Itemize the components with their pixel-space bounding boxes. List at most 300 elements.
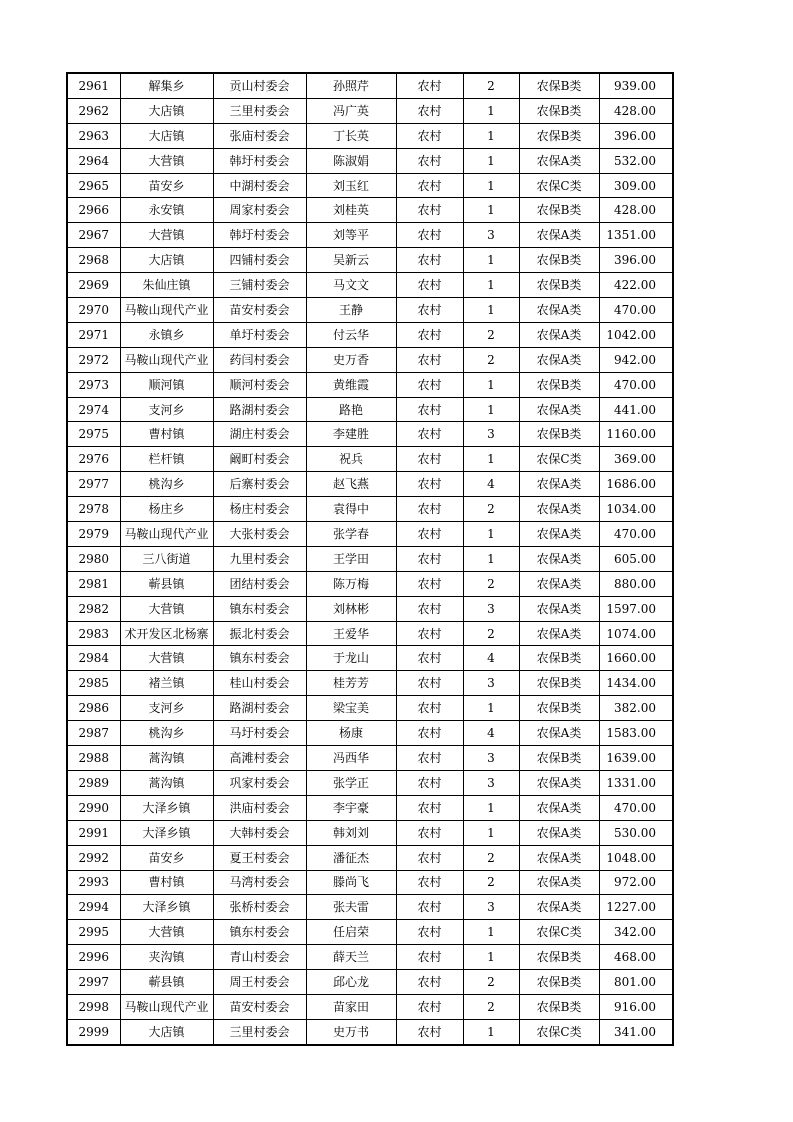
table-row [67, 870, 673, 895]
village-committee-cell: 阚町村委会 [213, 447, 306, 472]
insurance-category-cell: 农保A类 [519, 721, 599, 746]
serial-number-cell: 2981 [67, 571, 120, 596]
amount-cell: 1660.00 [599, 646, 673, 671]
insurance-category-cell: 农保B类 [519, 945, 599, 970]
village-committee-cell: 洪庙村委会 [213, 795, 306, 820]
insurance-category-cell: 农保A类 [519, 472, 599, 497]
table-row [67, 845, 673, 870]
serial-number-cell: 2990 [67, 795, 120, 820]
household-type-cell: 农村 [396, 646, 463, 671]
member-count-cell: 1 [463, 1019, 519, 1044]
member-count-cell: 1 [463, 795, 519, 820]
village-committee-cell: 张桥村委会 [213, 895, 306, 920]
serial-number-cell: 2983 [67, 621, 120, 646]
town-cell: 马鞍山现代产业 [120, 522, 213, 547]
household-type-cell: 农村 [396, 621, 463, 646]
table-row [67, 596, 673, 621]
household-type-cell: 农村 [396, 845, 463, 870]
amount-cell: 972.00 [599, 870, 673, 895]
amount-cell: 1048.00 [599, 845, 673, 870]
village-committee-cell: 三里村委会 [213, 98, 306, 123]
amount-cell: 880.00 [599, 571, 673, 596]
town-cell: 褚兰镇 [120, 671, 213, 696]
household-type-cell: 农村 [396, 298, 463, 323]
serial-number-cell: 2968 [67, 248, 120, 273]
insurance-category-cell: 农保B类 [519, 671, 599, 696]
amount-cell: 396.00 [599, 248, 673, 273]
member-count-cell: 3 [463, 223, 519, 248]
serial-number-cell: 2989 [67, 770, 120, 795]
person-name-cell: 薛天兰 [306, 945, 396, 970]
insurance-category-cell: 农保A类 [519, 596, 599, 621]
member-count-cell: 3 [463, 895, 519, 920]
member-count-cell: 1 [463, 945, 519, 970]
town-cell: 桃沟乡 [120, 472, 213, 497]
table-row [67, 123, 673, 148]
household-type-cell: 农村 [396, 522, 463, 547]
village-committee-cell: 周家村委会 [213, 198, 306, 223]
member-count-cell: 4 [463, 721, 519, 746]
person-name-cell: 桂芳芳 [306, 671, 396, 696]
amount-cell: 428.00 [599, 198, 673, 223]
town-cell: 大店镇 [120, 1019, 213, 1044]
village-committee-cell: 桂山村委会 [213, 671, 306, 696]
village-committee-cell: 路湖村委会 [213, 397, 306, 422]
town-cell: 蕲县镇 [120, 970, 213, 995]
village-committee-cell: 振北村委会 [213, 621, 306, 646]
town-cell: 三八街道 [120, 546, 213, 571]
town-cell: 解集乡 [120, 73, 213, 98]
town-cell: 桃沟乡 [120, 721, 213, 746]
town-cell: 蒿沟镇 [120, 770, 213, 795]
table-row [67, 173, 673, 198]
amount-cell: 1227.00 [599, 895, 673, 920]
household-type-cell: 农村 [396, 1019, 463, 1044]
amount-cell: 1351.00 [599, 223, 673, 248]
village-committee-cell: 高滩村委会 [213, 746, 306, 771]
serial-number-cell: 2969 [67, 273, 120, 298]
serial-number-cell: 2972 [67, 347, 120, 372]
member-count-cell: 1 [463, 123, 519, 148]
person-name-cell: 刘林彬 [306, 596, 396, 621]
table-row [67, 522, 673, 547]
town-cell: 永安镇 [120, 198, 213, 223]
household-type-cell: 农村 [396, 123, 463, 148]
town-cell: 支河乡 [120, 397, 213, 422]
serial-number-cell: 2967 [67, 223, 120, 248]
village-committee-cell: 三里村委会 [213, 1019, 306, 1044]
insurance-category-cell: 农保A类 [519, 546, 599, 571]
amount-cell: 1074.00 [599, 621, 673, 646]
person-name-cell: 张夫雷 [306, 895, 396, 920]
household-type-cell: 农村 [396, 223, 463, 248]
table-row [67, 721, 673, 746]
table-row [67, 770, 673, 795]
person-name-cell: 刘玉红 [306, 173, 396, 198]
table-row [67, 571, 673, 596]
table-row [67, 920, 673, 945]
household-type-cell: 农村 [396, 820, 463, 845]
person-name-cell: 张学正 [306, 770, 396, 795]
table-row [67, 273, 673, 298]
table-row [67, 472, 673, 497]
member-count-cell: 4 [463, 646, 519, 671]
village-committee-cell: 镇东村委会 [213, 646, 306, 671]
town-cell: 大营镇 [120, 920, 213, 945]
amount-cell: 341.00 [599, 1019, 673, 1044]
village-committee-cell: 中湖村委会 [213, 173, 306, 198]
person-name-cell: 苗家田 [306, 994, 396, 1019]
town-cell: 术开发区北杨寨 [120, 621, 213, 646]
amount-cell: 468.00 [599, 945, 673, 970]
table-row [67, 795, 673, 820]
amount-cell: 1042.00 [599, 322, 673, 347]
person-name-cell: 王爱华 [306, 621, 396, 646]
town-cell: 夹沟镇 [120, 945, 213, 970]
insurance-category-cell: 农保C类 [519, 920, 599, 945]
household-type-cell: 农村 [396, 148, 463, 173]
insurance-category-cell: 农保B类 [519, 646, 599, 671]
town-cell: 大店镇 [120, 123, 213, 148]
member-count-cell: 1 [463, 820, 519, 845]
serial-number-cell: 2974 [67, 397, 120, 422]
serial-number-cell: 2966 [67, 198, 120, 223]
town-cell: 蕲县镇 [120, 571, 213, 596]
village-committee-cell: 青山村委会 [213, 945, 306, 970]
person-name-cell: 李建胜 [306, 422, 396, 447]
village-committee-cell: 夏王村委会 [213, 845, 306, 870]
household-type-cell: 农村 [396, 571, 463, 596]
serial-number-cell: 2984 [67, 646, 120, 671]
amount-cell: 916.00 [599, 994, 673, 1019]
amount-cell: 309.00 [599, 173, 673, 198]
village-committee-cell: 韩圩村委会 [213, 148, 306, 173]
village-committee-cell: 马圩村委会 [213, 721, 306, 746]
town-cell: 马鞍山现代产业 [120, 994, 213, 1019]
amount-cell: 1034.00 [599, 497, 673, 522]
table-row [67, 223, 673, 248]
town-cell: 杨庄乡 [120, 497, 213, 522]
member-count-cell: 1 [463, 98, 519, 123]
village-committee-cell: 巩家村委会 [213, 770, 306, 795]
person-name-cell: 祝兵 [306, 447, 396, 472]
town-cell: 蒿沟镇 [120, 746, 213, 771]
member-count-cell: 3 [463, 671, 519, 696]
member-count-cell: 2 [463, 994, 519, 1019]
member-count-cell: 1 [463, 173, 519, 198]
serial-number-cell: 2976 [67, 447, 120, 472]
insurance-category-cell: 农保B类 [519, 994, 599, 1019]
town-cell: 大泽乡镇 [120, 795, 213, 820]
serial-number-cell: 2970 [67, 298, 120, 323]
insurance-category-cell: 农保A类 [519, 795, 599, 820]
amount-cell: 1583.00 [599, 721, 673, 746]
table-row [67, 447, 673, 472]
household-type-cell: 农村 [396, 895, 463, 920]
insurance-category-cell: 农保A类 [519, 298, 599, 323]
member-count-cell: 2 [463, 870, 519, 895]
person-name-cell: 刘等平 [306, 223, 396, 248]
insurance-category-cell: 农保B类 [519, 372, 599, 397]
member-count-cell: 2 [463, 970, 519, 995]
town-cell: 大店镇 [120, 98, 213, 123]
person-name-cell: 路艳 [306, 397, 396, 422]
village-committee-cell: 四铺村委会 [213, 248, 306, 273]
serial-number-cell: 2997 [67, 970, 120, 995]
table-row [67, 347, 673, 372]
serial-number-cell: 2986 [67, 696, 120, 721]
member-count-cell: 1 [463, 273, 519, 298]
member-count-cell: 1 [463, 198, 519, 223]
table-row [67, 298, 673, 323]
table-row [67, 820, 673, 845]
amount-cell: 532.00 [599, 148, 673, 173]
serial-number-cell: 2994 [67, 895, 120, 920]
serial-number-cell: 2985 [67, 671, 120, 696]
insurance-category-cell: 农保C类 [519, 1019, 599, 1044]
village-committee-cell: 杨庄村委会 [213, 497, 306, 522]
serial-number-cell: 2964 [67, 148, 120, 173]
person-name-cell: 黄维霞 [306, 372, 396, 397]
insurance-category-cell: 农保B类 [519, 73, 599, 98]
town-cell: 苗安乡 [120, 845, 213, 870]
person-name-cell: 赵飞燕 [306, 472, 396, 497]
town-cell: 大营镇 [120, 223, 213, 248]
town-cell: 顺河镇 [120, 372, 213, 397]
member-count-cell: 1 [463, 546, 519, 571]
household-type-cell: 农村 [396, 721, 463, 746]
member-count-cell: 1 [463, 298, 519, 323]
serial-number-cell: 2963 [67, 123, 120, 148]
serial-number-cell: 2979 [67, 522, 120, 547]
village-committee-cell: 湖庄村委会 [213, 422, 306, 447]
amount-cell: 801.00 [599, 970, 673, 995]
insurance-category-cell: 农保C类 [519, 447, 599, 472]
insurance-category-cell: 农保A类 [519, 621, 599, 646]
insurance-category-cell: 农保A类 [519, 870, 599, 895]
town-cell: 大营镇 [120, 148, 213, 173]
person-name-cell: 袁得中 [306, 497, 396, 522]
serial-number-cell: 2977 [67, 472, 120, 497]
member-count-cell: 3 [463, 596, 519, 621]
insurance-category-cell: 农保B类 [519, 123, 599, 148]
household-type-cell: 农村 [396, 422, 463, 447]
household-type-cell: 农村 [396, 596, 463, 621]
person-name-cell: 付云华 [306, 322, 396, 347]
serial-number-cell: 2991 [67, 820, 120, 845]
household-type-cell: 农村 [396, 920, 463, 945]
amount-cell: 369.00 [599, 447, 673, 472]
person-name-cell: 任启荣 [306, 920, 396, 945]
serial-number-cell: 2988 [67, 746, 120, 771]
household-type-cell: 农村 [396, 248, 463, 273]
serial-number-cell: 2975 [67, 422, 120, 447]
person-name-cell: 邱心龙 [306, 970, 396, 995]
serial-number-cell: 2971 [67, 322, 120, 347]
amount-cell: 530.00 [599, 820, 673, 845]
village-committee-cell: 大韩村委会 [213, 820, 306, 845]
household-type-cell: 农村 [396, 73, 463, 98]
household-type-cell: 农村 [396, 696, 463, 721]
household-type-cell: 农村 [396, 397, 463, 422]
household-type-cell: 农村 [396, 173, 463, 198]
household-type-cell: 农村 [396, 322, 463, 347]
insurance-category-cell: 农保A类 [519, 571, 599, 596]
member-count-cell: 4 [463, 472, 519, 497]
village-committee-cell: 单圩村委会 [213, 322, 306, 347]
serial-number-cell: 2961 [67, 73, 120, 98]
amount-cell: 470.00 [599, 522, 673, 547]
insurance-category-cell: 农保A类 [519, 820, 599, 845]
town-cell: 大营镇 [120, 646, 213, 671]
table-row [67, 397, 673, 422]
person-name-cell: 孙照芹 [306, 73, 396, 98]
table-row [67, 372, 673, 397]
table-row [67, 98, 673, 123]
town-cell: 曹村镇 [120, 870, 213, 895]
table-row [67, 970, 673, 995]
household-type-cell: 农村 [396, 372, 463, 397]
person-name-cell: 滕尚飞 [306, 870, 396, 895]
household-type-cell: 农村 [396, 546, 463, 571]
person-name-cell: 吴新云 [306, 248, 396, 273]
village-committee-cell: 团结村委会 [213, 571, 306, 596]
beneficiary-table [66, 72, 674, 1046]
village-committee-cell: 三铺村委会 [213, 273, 306, 298]
town-cell: 马鞍山现代产业 [120, 347, 213, 372]
insurance-category-cell: 农保C类 [519, 173, 599, 198]
table-row [67, 248, 673, 273]
amount-cell: 1434.00 [599, 671, 673, 696]
table-row [67, 546, 673, 571]
town-cell: 朱仙庄镇 [120, 273, 213, 298]
insurance-category-cell: 农保A类 [519, 148, 599, 173]
town-cell: 支河乡 [120, 696, 213, 721]
town-cell: 大泽乡镇 [120, 895, 213, 920]
insurance-category-cell: 农保A类 [519, 895, 599, 920]
person-name-cell: 冯广英 [306, 98, 396, 123]
town-cell: 栏杆镇 [120, 447, 213, 472]
table-row [67, 621, 673, 646]
table-row [67, 696, 673, 721]
household-type-cell: 农村 [396, 770, 463, 795]
table-row [67, 322, 673, 347]
table-row [67, 497, 673, 522]
member-count-cell: 2 [463, 845, 519, 870]
serial-number-cell: 2962 [67, 98, 120, 123]
village-committee-cell: 大张村委会 [213, 522, 306, 547]
member-count-cell: 1 [463, 522, 519, 547]
household-type-cell: 农村 [396, 795, 463, 820]
town-cell: 苗安乡 [120, 173, 213, 198]
amount-cell: 1597.00 [599, 596, 673, 621]
household-type-cell: 农村 [396, 746, 463, 771]
person-name-cell: 张学春 [306, 522, 396, 547]
person-name-cell: 马文文 [306, 273, 396, 298]
insurance-category-cell: 农保A类 [519, 223, 599, 248]
insurance-category-cell: 农保B类 [519, 98, 599, 123]
serial-number-cell: 2996 [67, 945, 120, 970]
town-cell: 曹村镇 [120, 422, 213, 447]
household-type-cell: 农村 [396, 198, 463, 223]
town-cell: 永镇乡 [120, 322, 213, 347]
person-name-cell: 于龙山 [306, 646, 396, 671]
town-cell: 大店镇 [120, 248, 213, 273]
person-name-cell: 韩刘刘 [306, 820, 396, 845]
member-count-cell: 2 [463, 497, 519, 522]
insurance-category-cell: 农保B类 [519, 422, 599, 447]
household-type-cell: 农村 [396, 497, 463, 522]
serial-number-cell: 2992 [67, 845, 120, 870]
table-row [67, 945, 673, 970]
table-row [67, 148, 673, 173]
member-count-cell: 1 [463, 372, 519, 397]
member-count-cell: 1 [463, 447, 519, 472]
town-cell: 大营镇 [120, 596, 213, 621]
insurance-category-cell: 农保A类 [519, 522, 599, 547]
member-count-cell: 1 [463, 148, 519, 173]
serial-number-cell: 2999 [67, 1019, 120, 1044]
insurance-category-cell: 农保B类 [519, 248, 599, 273]
insurance-category-cell: 农保B类 [519, 273, 599, 298]
person-name-cell: 刘桂英 [306, 198, 396, 223]
insurance-category-cell: 农保B类 [519, 198, 599, 223]
amount-cell: 470.00 [599, 795, 673, 820]
person-name-cell: 杨康 [306, 721, 396, 746]
amount-cell: 441.00 [599, 397, 673, 422]
amount-cell: 422.00 [599, 273, 673, 298]
village-committee-cell: 贡山村委会 [213, 73, 306, 98]
person-name-cell: 王学田 [306, 546, 396, 571]
person-name-cell: 丁长英 [306, 123, 396, 148]
table-row [67, 895, 673, 920]
amount-cell: 396.00 [599, 123, 673, 148]
serial-number-cell: 2987 [67, 721, 120, 746]
person-name-cell: 陈淑娟 [306, 148, 396, 173]
insurance-category-cell: 农保A类 [519, 322, 599, 347]
member-count-cell: 2 [463, 322, 519, 347]
amount-cell: 1160.00 [599, 422, 673, 447]
serial-number-cell: 2973 [67, 372, 120, 397]
member-count-cell: 3 [463, 422, 519, 447]
household-type-cell: 农村 [396, 970, 463, 995]
insurance-category-cell: 农保A类 [519, 347, 599, 372]
household-type-cell: 农村 [396, 447, 463, 472]
member-count-cell: 3 [463, 746, 519, 771]
amount-cell: 942.00 [599, 347, 673, 372]
serial-number-cell: 2980 [67, 546, 120, 571]
village-committee-cell: 韩圩村委会 [213, 223, 306, 248]
village-committee-cell: 路湖村委会 [213, 696, 306, 721]
person-name-cell: 史万香 [306, 347, 396, 372]
amount-cell: 1639.00 [599, 746, 673, 771]
member-count-cell: 1 [463, 397, 519, 422]
household-type-cell: 农村 [396, 870, 463, 895]
serial-number-cell: 2965 [67, 173, 120, 198]
table-row [67, 73, 673, 98]
amount-cell: 1331.00 [599, 770, 673, 795]
household-type-cell: 农村 [396, 472, 463, 497]
village-committee-cell: 苗安村委会 [213, 994, 306, 1019]
household-type-cell: 农村 [396, 945, 463, 970]
table-row [67, 746, 673, 771]
village-committee-cell: 镇东村委会 [213, 596, 306, 621]
member-count-cell: 2 [463, 73, 519, 98]
serial-number-cell: 2978 [67, 497, 120, 522]
table-row [67, 646, 673, 671]
serial-number-cell: 2998 [67, 994, 120, 1019]
amount-cell: 939.00 [599, 73, 673, 98]
